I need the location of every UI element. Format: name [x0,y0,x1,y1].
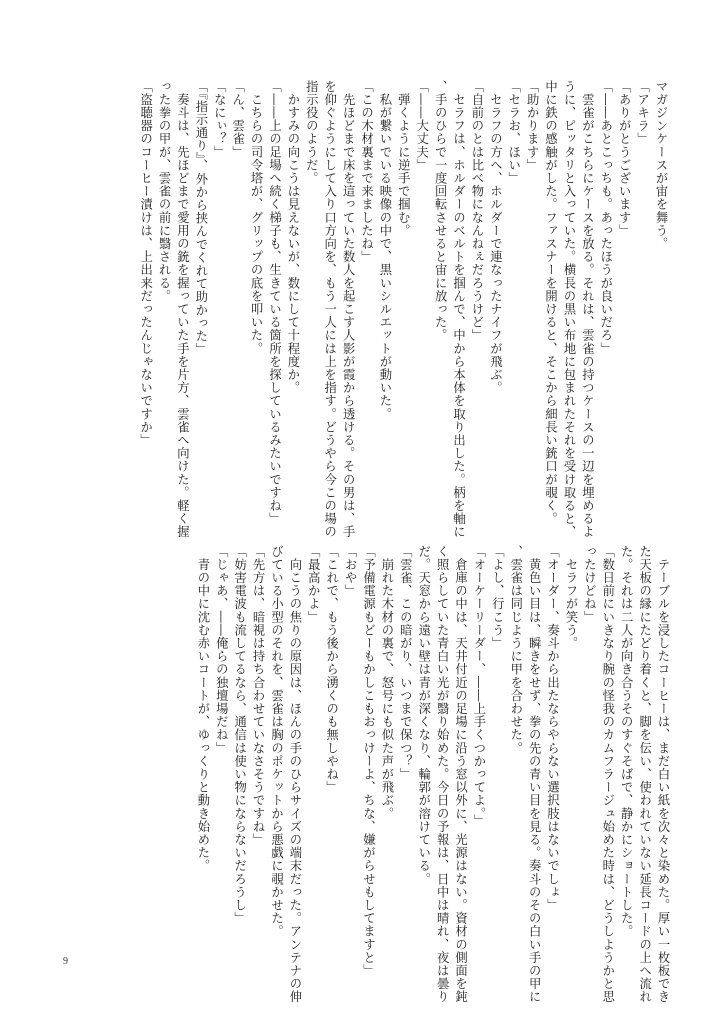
text-line: 「――大丈夫」 [414,80,429,172]
text-line: テーブルを浸したコーヒーは、まだ白い紙を次々と染めた。厚い一枚板でき [656,545,670,1004]
text-line: 「オーダー、奏斗から出たならやらない選択肢はないでしょ」 [545,545,560,912]
text-line: セラフの方へ、ホルダーで連なったナイフが飛ぶ。 [488,80,503,395]
text-line: 「ありがとうございます」 [617,80,632,238]
text-line: 向こうの焦りの原因は、ほんの手のひらサイズの端末だった。アンテナの伸 [287,545,302,1004]
text-line: 「妨害電波も流してるなら、通信は使い物にならないだろうし」 [232,545,247,925]
text-line: 「――あとこっちも。あったほうが良いだろ」 [598,80,613,356]
text-line: 「おや」 [343,545,358,598]
text-line: 指示役のようだ。 [304,80,319,185]
text-line: 「セラお、ほい」 [506,80,521,185]
lower-text-block [193,545,672,1004]
text-line: 「雲雀、この暗がり、いつまで保つ？」 [398,545,413,781]
text-line: 「よし、行こう」 [490,545,505,650]
text-line: 「『指示通り』、外から挟んでくれて助かった」 [193,80,208,356]
text-line: 「ん、雲雀」 [230,80,245,159]
text-line: を仰ぐようにして入り口方向を、もう一人には上を指す。どうやら今この場の [322,80,337,539]
text-line: だ。天窓から遠い壁は青が深くなり、輪郭が溶けている。 [416,545,431,886]
text-line: セラフは、ホルダーのベルトを掴んで、中から本体を取り出した。柄を軸に [451,80,466,539]
text-line: ったけどね」 [582,545,597,624]
text-line: うに、ピッタリと入っていた。横長の黒い布地に包まれたそれを受け取ると、 [561,80,576,539]
text-line: 中に鉄の感触がした。ファスナーを開けると、そこから細長い銃口が覗く。 [543,80,558,526]
text-line: く照らしていた青白い光が翳り始めた。今日の予報は、日中は晴れ、夜は曇り [435,545,450,1004]
text-line: 「アキラ」 [635,80,650,146]
text-line: 奏斗は、先ほどまで愛用の銃を握っていた手を片方、雲雀へ向けた。軽く握 [175,80,190,539]
page-number: 9 [63,956,68,967]
upper-text-block [136,80,670,539]
text-line: 崩れた木材の裏で、怒号にも似た声が飛ぶ。 [379,545,394,821]
text-line: 「予備電源もどーもかしこもおっけーよ、ちな、嫌がらせもしてますと」 [361,545,376,978]
text-line: 先ほどまで床を這っていた数人を起こす人影が霞から透ける。その男は、手 [341,80,356,539]
text-line: セラフが笑う。 [563,545,578,650]
text-line: 「数日前にいきなり腕の怪我のカムフラージュ始めた時は、どうしようかと思 [600,545,615,1004]
text-line: びている小型のそれを、雲雀は胸のポケットから悪戯に覗かせた。 [269,545,284,938]
text-line: 「この木材裏まで来ましたね」 [359,80,374,264]
text-line: た。それは二人が向き合うそのすぐそばで、静かにショートした。 [619,545,634,938]
text-line: 「これで、もう後から湧くのも無しやね」 [324,545,339,794]
text-line: 弾くように逆手で掴む。 [396,80,411,238]
text-line: 「オーケーリーダー、――上手くつかってよ。」 [471,545,486,828]
text-line: った拳の甲が、雲雀の前に翳される。 [157,80,172,303]
text-line: 「――上の足場へ続く梯子も、生きている箇所を探しているみたいですね」 [267,80,282,526]
text-line: 雲雀がこちらにケースを放る。それは、雲雀の持つケースの一辺を埋めるよ [580,80,595,539]
text-line: 「最高かよ」 [306,545,321,624]
text-line: こちらの司令塔が、グリップの底を叩いた。 [249,80,264,356]
text-line: 倉庫の中は、天井付近の足場に沿う窓以外に、光源はない。資材の側面を鈍 [453,545,468,1004]
text-line: かすみの向こうは見えないが、数にして十程度か。 [285,80,300,395]
text-line: マガジンケースが宙を舞う。 [654,80,668,251]
text-line: 、手のひらで一度回転させると宙に放った。 [433,80,448,342]
text-line: 黄色い目は、瞬きをせず、拳の先の青い目を見る。奏斗のその白い手の甲に [527,545,542,1004]
text-line: 「なにぃ？」 [212,80,227,159]
text-line: 私が繋いでいる映像の中で、黒いシルエットが動いた。 [377,80,392,421]
text-line: 、雲雀は同じように甲を合わせた。 [508,545,523,755]
text-line: 「じゃあ、――俺らの独壇場だね」 [214,545,229,755]
text-line: 「助かります」 [525,80,540,172]
text-line: 「先方は、暗視は持ち合わせていなさそうですね」 [251,545,266,847]
text-line: 青の中に沈む赤いコートが、ゆっくりと動き始めた。 [195,545,210,873]
text-line: 「盗聴器のコーヒー漬けは、上出来だったんじゃないですか」 [138,80,153,447]
text-line: た天板の縁にたどり着くと、脚を伝い、使われていない延長コードの上へ流れ [637,545,652,1004]
text-line: 「自前のとは比べ物になんねぇだろうけど」 [469,80,484,342]
